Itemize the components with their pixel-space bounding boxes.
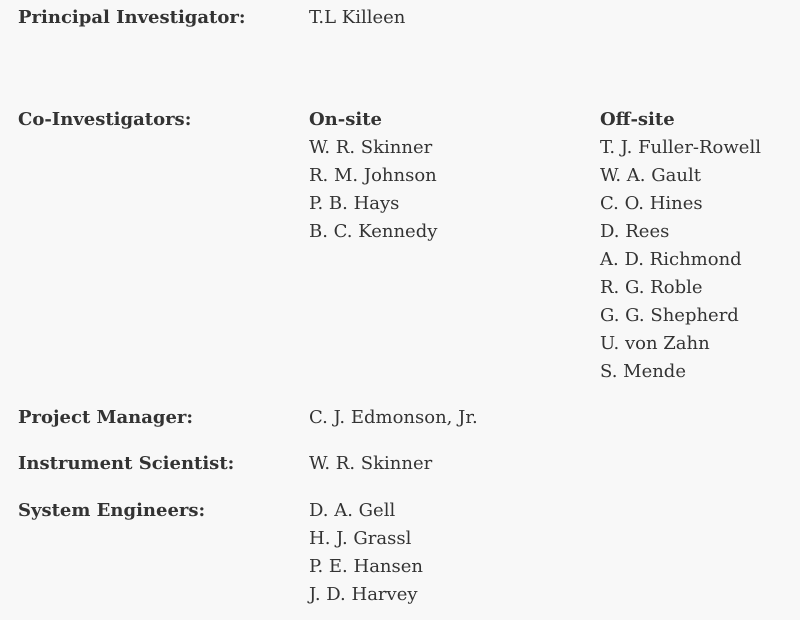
onsite-name: W. R. Skinner (309, 137, 433, 158)
offsite-name: A. D. Richmond (600, 249, 742, 270)
project-manager-label: Project Manager: (18, 407, 194, 428)
offsite-name: U. von Zahn (600, 333, 710, 354)
onsite-heading: On-site (309, 109, 382, 130)
offsite-name: W. A. Gault (600, 165, 701, 186)
onsite-list (309, 106, 437, 246)
offsite-name: R. G. Roble (600, 277, 703, 298)
onsite-name: P. B. Hays (309, 193, 400, 214)
offsite-heading: Off-site (600, 109, 675, 130)
instrument-scientist-label: Instrument Scientist: (18, 453, 235, 474)
principal-investigator-name: T.L Killeen (309, 7, 406, 28)
offsite-name: S. Mende (600, 361, 686, 382)
offsite-list (600, 106, 761, 386)
system-engineers-list (309, 497, 423, 609)
offsite-name: C. O. Hines (600, 193, 703, 214)
onsite-name: R. M. Johnson (309, 165, 437, 186)
principal-investigator-label: Principal Investigator: (18, 7, 246, 28)
onsite-name: B. C. Kennedy (309, 221, 438, 242)
system-engineer-name: H. J. Grassl (309, 528, 412, 549)
system-engineer-name: D. A. Gell (309, 500, 396, 521)
system-engineers-label: System Engineers: (18, 500, 206, 521)
offsite-name: G. G. Shepherd (600, 305, 739, 326)
co-investigators-label: Co-Investigators: (18, 109, 192, 130)
system-engineer-name: P. E. Hansen (309, 556, 423, 577)
instrument-scientist-name: W. R. Skinner (309, 453, 433, 474)
offsite-name: D. Rees (600, 221, 670, 242)
offsite-name: T. J. Fuller-Rowell (600, 137, 761, 158)
project-manager-name: C. J. Edmonson, Jr. (309, 407, 478, 428)
system-engineer-name: J. D. Harvey (309, 584, 418, 605)
